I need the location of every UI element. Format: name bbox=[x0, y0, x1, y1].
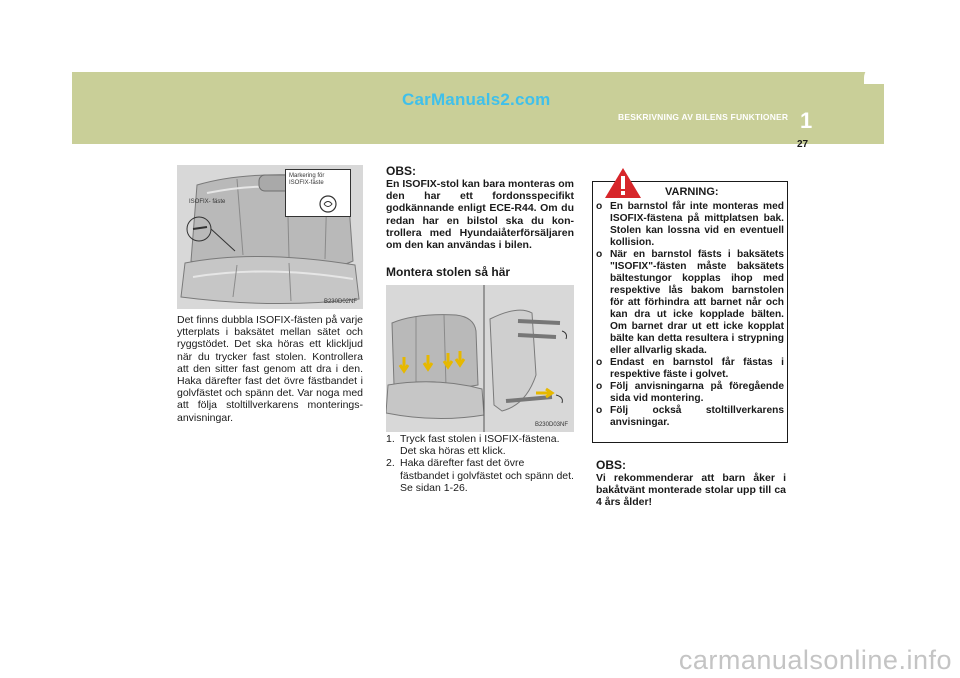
bullet: o bbox=[596, 249, 603, 260]
inset-marking-box bbox=[285, 169, 351, 217]
step-text: Tryck fast stolen i ISOFIX-fästena. Det ska höras ett klick. bbox=[400, 433, 560, 458]
watermark-link[interactable]: CarManuals2.com bbox=[402, 90, 551, 109]
list-item bbox=[596, 249, 784, 357]
page-number-tab bbox=[864, 64, 924, 84]
figure-code: B230D02NF bbox=[323, 299, 357, 305]
warning-title: VARNING: bbox=[665, 186, 719, 198]
install-steps-list bbox=[386, 433, 576, 494]
section-heading-install: Montera stolen så här bbox=[386, 265, 511, 279]
figure-install-steps bbox=[386, 285, 574, 432]
list-item bbox=[386, 457, 576, 494]
warning-item-text: Endast en barnstol får fästas i respektive fäste i golvet. bbox=[610, 357, 784, 380]
callout-isofix-anchor: ISOFIX- fäste bbox=[189, 199, 226, 205]
bullet: o bbox=[596, 405, 603, 416]
install-illustration bbox=[386, 285, 574, 432]
list-item bbox=[596, 357, 784, 381]
bullet: o bbox=[596, 357, 603, 368]
warning-item-text: Följ anvisningarna på föregående sida vid montering. bbox=[610, 381, 784, 404]
list-item bbox=[596, 201, 784, 249]
isofix-symbol-icon bbox=[286, 170, 352, 218]
figure-isofix-rear-seat bbox=[177, 165, 363, 309]
callout-marking-line2: ISOFIX-fäste bbox=[289, 180, 324, 186]
bullet: o bbox=[596, 201, 603, 212]
step-text: Haka därefter fast det övre fästbandet i golvfästet och spänn det. Se sidan 1-26. bbox=[400, 457, 574, 494]
obs-paragraph: En ISOFIX-stol kan bara monteras om den har ett fordonsspecifikt godkännande enligt ECE-R44. Om du redan har en bilstol ska du kon-trollera med Hyundaiåterförsäljaren om den kan användas i bilen. bbox=[386, 178, 574, 252]
step-number: 1. bbox=[386, 433, 395, 445]
warning-item-text: När en barnstol fästs i baksätets "ISOFIX"-fästen måste baksätets bältestungor kopplas ihop med respektive lås bakom barnstolen för att förhindra att barnet når och kan dra ut icke kopplade bälten. Om barnet drar ut ett icke kopplat bälte kan detta resultera i strypning eller allvarlig skada. bbox=[610, 249, 784, 356]
list-item bbox=[596, 381, 784, 405]
obs-heading: OBS: bbox=[386, 164, 416, 178]
chapter-title: BESKRIVNING AV BILENS FUNKTIONER bbox=[618, 112, 789, 122]
bullet: o bbox=[596, 381, 603, 392]
isofix-description-paragraph: Det finns dubbla ISOFIX-fästen på varje ytterplats i baksätet mellan sätet och ryggstödet. Det ska höras ett klickljud när du trycker fast stolen. Kontrollera att den sitter fast genom att dra i den. Haka därefter fast det övre fästbandet i golvfästet och spänn det. Var noga med att följa stoltillverkarens monterings-anvisningar. bbox=[177, 314, 363, 424]
list-item bbox=[596, 405, 784, 429]
callout-marking-line1: Markering för bbox=[289, 173, 325, 179]
list-item bbox=[386, 433, 576, 457]
warning-list bbox=[596, 201, 784, 429]
obs-paragraph-2: Vi rekommenderar att barn åker i bakåtvänt monterade stolar upp till ca 4 års ålder! bbox=[596, 472, 786, 509]
chapter-number: 1 bbox=[800, 108, 813, 133]
obs-heading-2: OBS: bbox=[596, 458, 626, 472]
warning-item-text: Följ också stoltillverkarens anvisningar. bbox=[610, 405, 784, 428]
warning-item-text: En barnstol får inte monteras med ISOFIX-fästena på mittplatsen bak. Stolen kan lossna vid en eventuell kollision. bbox=[610, 201, 784, 248]
footer-watermark: carmanualsonline.info bbox=[678, 645, 952, 675]
step-number: 2. bbox=[386, 457, 395, 470]
warning-triangle-icon bbox=[603, 166, 643, 200]
figure-code: B230D03NF bbox=[534, 422, 568, 428]
page-number: 27 bbox=[797, 139, 809, 150]
